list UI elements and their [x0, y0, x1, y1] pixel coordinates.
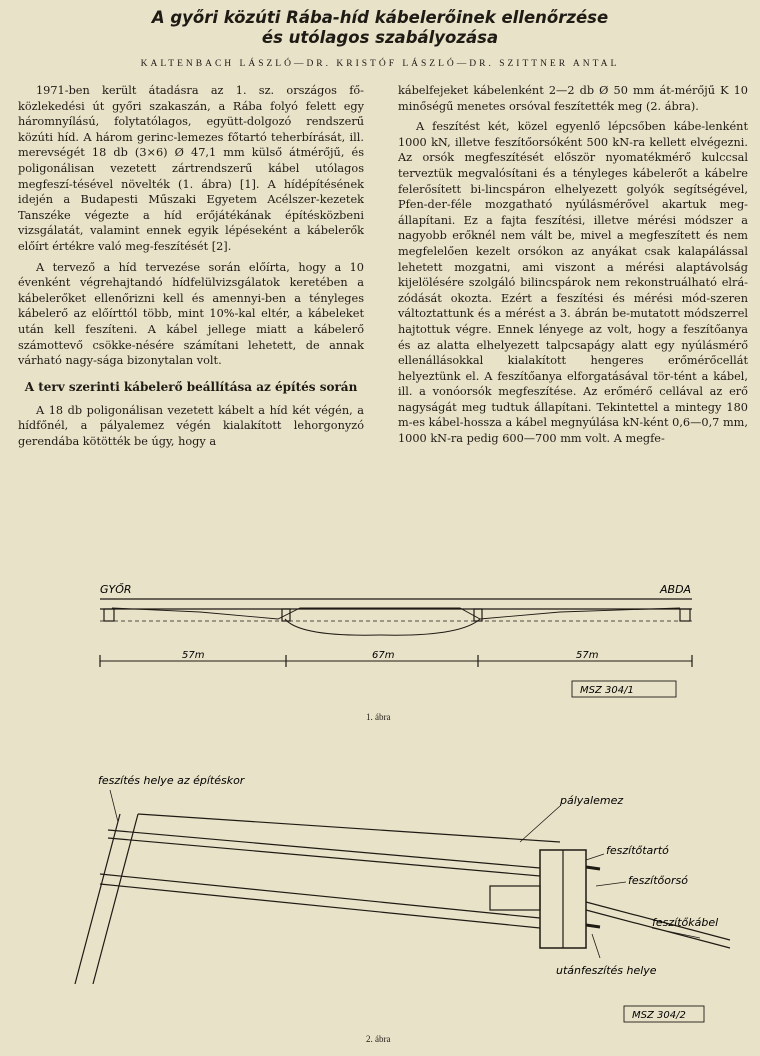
- river-bed: [285, 619, 480, 635]
- cable-1-upper-line: [108, 830, 540, 868]
- abutment-right: [680, 609, 690, 621]
- left-paragraph-2: A tervező a híd tervezése során előírta, hogy a 10 évenként végrehajtandó hídfelülvizsgálatok keretében a kábelerőket ellenőrizni kell és amennyi-ben a tényleges kábelerő az előírttól több, mint 10%-kal eltér, a kábeleket után kell feszíteni. A kábel jellege miatt a kábelerő számottevő csökke-nésére számítani lehetett, de annak várható nagy-sága bizonytalan volt.: [18, 260, 364, 368]
- title-line-2: és utólagos szabályozása: [261, 28, 499, 47]
- section-heading: A terv szerinti kábelerő beállítása az építés során: [24, 379, 358, 394]
- nut-upper: [586, 867, 600, 869]
- leader-palyalemez: [520, 806, 560, 842]
- tension-spindle-box: [490, 886, 540, 910]
- authors: KALTENBACH LÁSZLÓ—DR. KRISTÓF LÁSZLÓ—DR. SZITTNER ANTAL: [140, 59, 620, 69]
- nut-lower: [586, 925, 600, 927]
- title-line-1: A győri közúti Rába-híd kábelerőinek ellenőrzése: [151, 8, 609, 27]
- leader-feszites: [110, 790, 118, 822]
- span-3-label: 57m: [576, 650, 599, 661]
- abutment-left: [104, 609, 114, 621]
- label-abda: ABDA: [660, 583, 692, 596]
- left-paragraph-3: A 18 db poligonálisan vezetett kábelt a híd két végén, a hídfőnél, a pályalemez végén kialakított lehorgonyzó gerendába kötötték be úgy, hogy a: [18, 403, 364, 448]
- leader-feszitokabel: [652, 928, 700, 938]
- cable-2-lower-line: [100, 884, 540, 928]
- label-feszitotarto: feszítőtartó: [606, 844, 669, 857]
- figure-2-stamp: MSZ 304/2: [632, 1010, 686, 1021]
- cable-profile: [112, 608, 680, 619]
- figure-2-anchorage-detail: [0, 762, 760, 1030]
- leader-utanfeszites: [592, 934, 600, 958]
- label-palyalemez: pályalemez: [560, 794, 624, 807]
- figure-2-caption: 2. ábra: [366, 1034, 391, 1044]
- anchor-beam-face: [75, 814, 120, 984]
- label-gyor: GYŐR: [100, 583, 132, 596]
- right-paragraph-2: A feszítést két, közel egyenlő lépcsőben kábe-lenként 1000 kN, illetve feszítőorsóként 500 kN-ra kellett elvégezni. Az orsók megfeszítését először nyomatékmérő kulccsal terveztük megvalósítani és a tényleges kábelerőt a kábelre felerősített bi-lincspáron elhelyezett golyók segítségével, Pfen-der-féle mozgatható nyúlásmérővel akartuk meg-állapítani. Ez a fajta feszítési, illetve mérési módszer a nagyobb erőknél nem vált be, mivel a megfeszített és nem megfelelően kezelt orsókon az anyákat csak kalapálással lehetett mozgatni, ami viszont a mérési alaptávolság kijelölésére szolgáló bilincspárok nem rekonstruálható elrá-zódását okozta. Ezért a feszítési és mérési mód-szeren változtattunk és a mérést a 3. ábrán be-mutatott módszerrel hajtottuk végre. Ennek lényege az volt, hogy a feszítőanya és az alatta elhelyezett talpcsapágy alatt egy nyúlásmérő ellenállásokkal kialakított hengeres erőmérőcellát helyeztünk el. A feszítőanya elforgatásával tör-tént a kábel, ill. a vonóorsók megfeszítése. Az erőmérő cellával az erő nagyságát meg tudtuk állapítani. Tekintettel a mintegy 180 m-es kábel-hossza a kábel megnyúlása kN-ként 0,6—0,7 mm, 1000 kN-ra pedig 600—700 mm volt. A megfe-: [398, 120, 748, 446]
- right-paragraph-1: kábelfejeket kábelenként 2—2 db Ø 50 mm át-mérőjű K 10 minőségű menetes orsóval feszítették meg (2. ábra).: [398, 84, 748, 113]
- label-feszitoorso: feszítőorsó: [628, 874, 688, 887]
- span-2-label: 67m: [372, 650, 395, 661]
- label-feszites-helye: feszítés helye az építéskor: [98, 774, 245, 787]
- cable-1-lower-line: [108, 838, 540, 876]
- leader-feszitotarto: [586, 854, 604, 860]
- article-title: [0, 8, 760, 48]
- figure-1-caption: 1. ábra: [366, 712, 391, 722]
- figure-1-bridge-elevation: [0, 575, 760, 710]
- label-utanfeszites: utánfeszítés helye: [556, 964, 657, 977]
- right-column: [398, 83, 748, 452]
- figure-1-stamp: MSZ 304/1: [580, 685, 634, 696]
- label-feszitokabel: feszítőkábel: [652, 916, 719, 929]
- cable-2-upper-line: [100, 874, 540, 918]
- span-1-label: 57m: [182, 650, 205, 661]
- left-column: [18, 83, 364, 454]
- leader-feszitoorso: [596, 882, 626, 886]
- left-paragraph-1: 1971-ben került átadásra az 1. sz. országos fő-közlekedési út győri szakaszán, a Rába folyó felett egy háromnyílású, folytatólagos, együtt-dolgozó rendszerű közúti híd. A három gerinc-lemezes főtartó teherbírását, ill. merevségét 18 db (3×6) Ø 47,1 mm külső átmérőjű, és poligonálisan vezetett zártrendszerű kábel utólagos megfeszí-tésével növelték (1. ábra) [1]. A hídépítésének idején a Budapesti Műszaki Egyetem Acélszer-kezetek Tanszéke végezte a híd erőjátékának építésközbeni vizsgálatát, valamint ennek egyik lépéseként a kábelerők előírt értékre való meg-feszítését [2].: [18, 84, 364, 253]
